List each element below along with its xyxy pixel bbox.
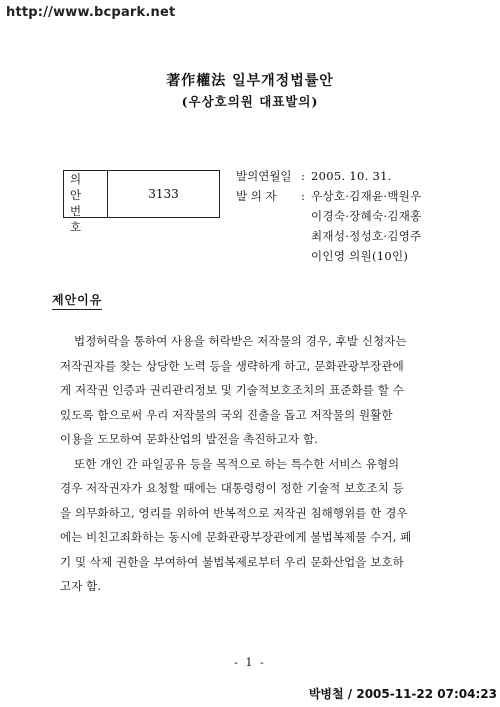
body-line: 이용을 도모하여 문화산업의 발전을 촉진하고자 함. (60, 432, 318, 446)
proposal-reason-text (60, 329, 441, 599)
body-line: 게 저작권 인증과 권리관리정보 및 기술적보호조치의 표준화를 할 수 (60, 383, 404, 397)
body-line: 있도록 함으로써 우리 저작물의 국외 진출을 돕고 저작물의 원활한 (60, 407, 393, 422)
proposers-row: 발 의 자 : 우상호·김재윤·백원우 (236, 186, 422, 206)
body-line: 경우 저작권자가 요청할 때에는 대통령령이 정한 기술적 보호조치 등 (60, 481, 404, 495)
bill-number-box (63, 170, 220, 234)
body-line: 기 및 삭제 권한을 부여하여 불법복제로부터 우리 문화산업을 보호하 (60, 554, 404, 569)
proposal-date-label: 발의연월일 (236, 169, 292, 183)
page-number: - 1 - (234, 656, 266, 669)
body-line: 법정허락을 통하여 사용을 허락받은 저작물의 경우, 후발 신청자는 (74, 334, 407, 348)
proposers-label: 발 의 자 (236, 189, 277, 203)
footer-stamp: 박병철 / 2005-11-22 07:04:23 (308, 687, 497, 701)
section-heading: 제안이유 (52, 291, 102, 310)
proposers-line3: 최재성·정성호·김영주 (311, 229, 422, 243)
proposers-line2: 이경숙·장혜숙·김재홍 (311, 209, 422, 223)
body-line: 또한 개인 간 파일공유 등을 목적으로 하는 특수한 서비스 유형의 (74, 456, 400, 471)
document-title: 著作權法 일부개정법률안 (166, 73, 334, 89)
body-line: 고자 함. (60, 579, 102, 593)
bill-label-line2: 번 호 (70, 204, 90, 234)
body-line: 을 의무화하고, 영리를 위하여 반복적으로 저작권 침해행위를 한 경우 (60, 505, 408, 520)
body-line: 저작권자를 찾는 상당한 노력 등을 생략하게 하고, 문화관광부장관에 (60, 358, 404, 373)
proposers-line1: 우상호·김재윤·백원우 (311, 189, 422, 203)
bill-label-line1: 의 안 (70, 172, 90, 202)
body-line: 에는 비친고죄화하는 동시에 문화관광부장관에게 불법복제물 수거, 폐 (60, 530, 412, 544)
bill-number-label (64, 171, 108, 234)
proposal-info (236, 166, 422, 266)
bill-number: 3133 (148, 187, 179, 201)
watermark: http://www.bcpark.net (6, 5, 176, 20)
proposal-date-row: 발의연월일 : 2005. 10. 31. (236, 166, 422, 186)
document-subtitle: (우상호의원 대표발의) (181, 94, 319, 109)
proposers-line4: 이인영 의원(10인) (311, 249, 409, 263)
proposal-date-value: 2005. 10. 31. (311, 169, 392, 183)
